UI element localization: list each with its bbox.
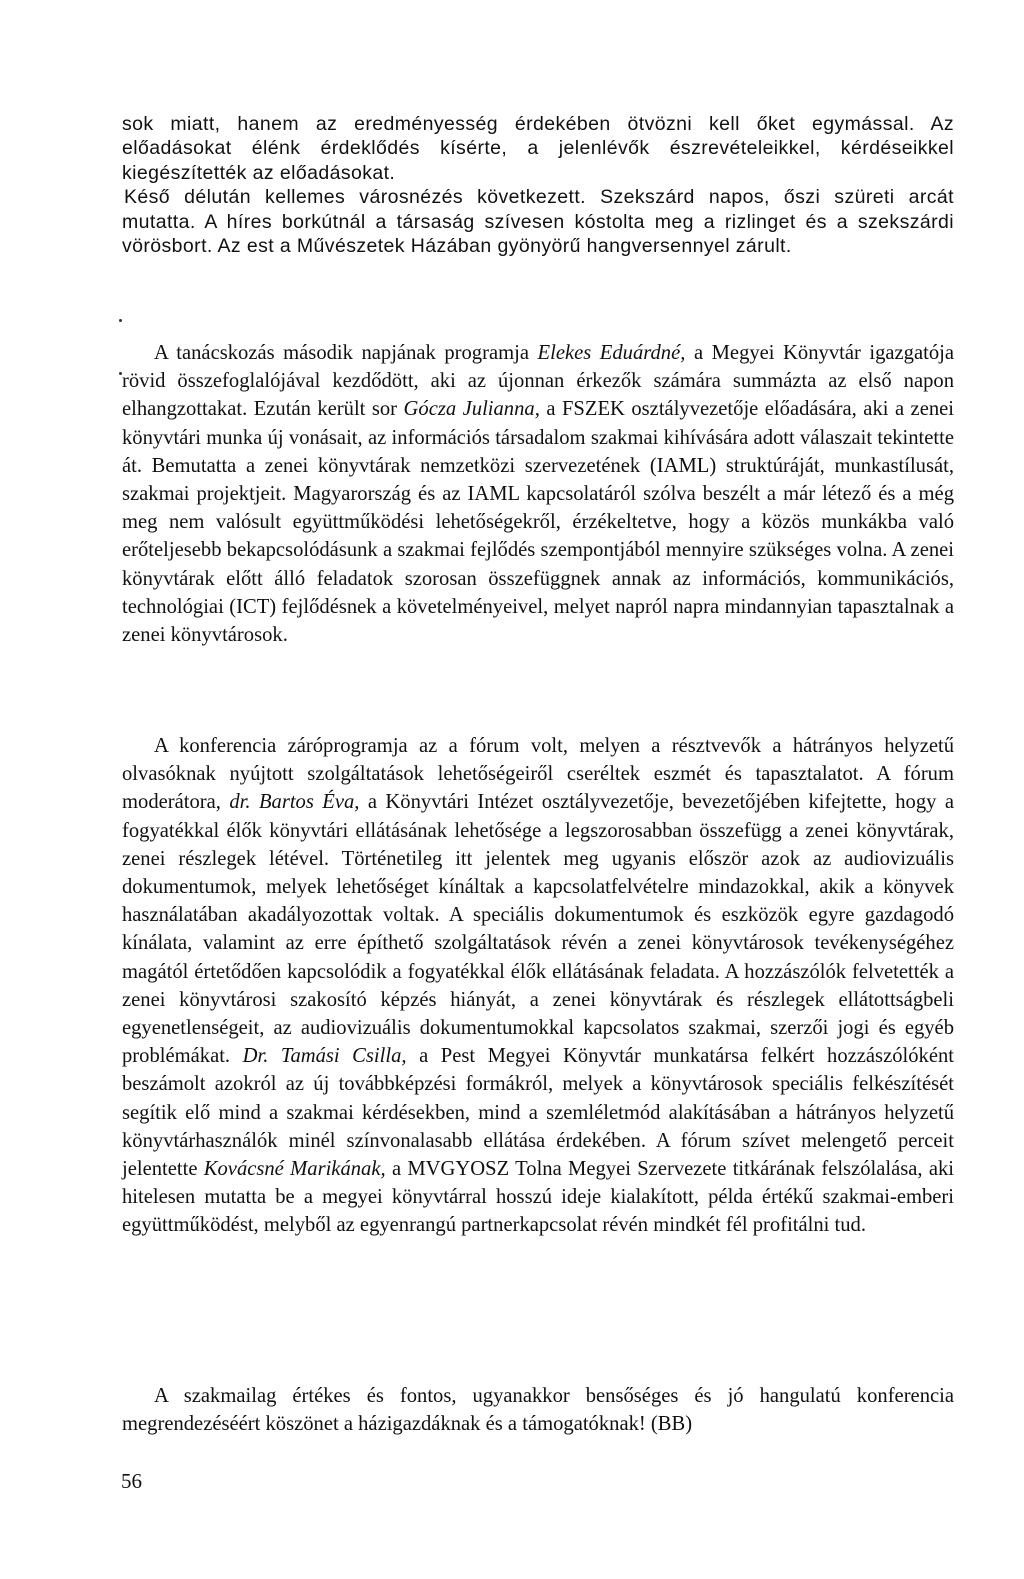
text-run: A tanácskozás második napjának programja [154, 342, 538, 364]
paragraph-city-tour: Késő délután kellemes városnézés következett. Szekszárd napos, őszi szüreti arcát mutatta. A híres borkútnál a társaság szívesen kóstolta meg a rizlinget és a szekszárdi vörösbort. Az est a Művészetek Házában gyönyörű hangversennyel zárult. [122, 186, 954, 258]
text-run: a Megyei Könyvtár igazgatója rövid összefoglalójával kezdődött, aki az újonnan érkezők számára summázta az első napon elhangzottakat. Ezután került sor [122, 342, 954, 421]
text-run: a MVGYOSZ Tolna Megyei Szervezete titkárának felszólalása, aki hitelesen mutatta be a megyei könyvtárral hosszú ideje kialakított, példa értékű szakmai-emberi együttműködést, melyből az egyenrangú partnerkapcsolat révén mindkét fél profitálni tud. [122, 1158, 954, 1237]
paragraph-second-day [122, 339, 954, 649]
text-run: a FSZEK osztályvezetője előadására, aki a zenei könyvtári munka új vonásait, az információs társadalom szakmai kihívására adott válaszait tekintette át. Bemutatta a zenei könyvtárak nemzetközi szervezetének (IAML) struktúráját, munkastílusát, szakmai projektjeit. Magyarország és az IAML kapcsolatáról szólva beszélt a már létező és a még meg nem valósult együttműködési lehetőségekről, érzékeltetve, hogy a közös munkákba való erőteljesebb bekapcsolódásunk a szakmai fejlődés szempontjából mennyire szükséges volna. A zenei könyvtárak előtt álló feladatok szorosan összefüggnek annak az információs, kommunikációs, technológiai (ICT) fejlődésnek a követelményeivel, melyet napról napra mindannyian tapasztalnak a zenei könyvtárosok. [122, 398, 955, 647]
paragraph-thanks: A szakmailag értékes és fontos, ugyanakkor bensőséges és jó hangulatú konferencia megrendezéséért köszönet a házigazdáknak és a támogatóknak! (BB) [122, 1385, 954, 1436]
person-name: Gócza Julianna, [403, 398, 540, 421]
text-run: A konferencia záróprogramja az a fórum volt, melyen a résztvevők a hátrányos helyzetű olvasóknak nyújtott szolgáltatások lehetőségeiről cseréltek eszmét és tapasztalatot. A fórum moderátora, [122, 735, 954, 814]
text-run: a Könyvtári Intézet osztályvezetője, bevezetőjében kifejtette, hogy a fogyatékkal élők könyvtári ellátásának lehetősége a legszorosabban összefügg a zenei könyvtárak, zenei részlegek létével. Történetileg itt jelentek meg ugyanis először azok az audiovizuális dokumentumok, melyek lehetőséget kínáltak a kapcsolatfelvételre mindazokkal, akik a könyvek használatában akadályozottak voltak. A speciális dokumentumok és eszközök egyre gazdagodó kínálata, valamint az erre építhető szolgáltatások révén a zenei könyvtárosok tevékenységéhez magától értetődően kapcsolódik a fogyatékkal élők ellátásának feladata. A hozzászólók felvetették a zenei könyvtárosi szakosító képzés hiányát, a zenei könyvtárak és részlegek ellátottságbeli egyenetlenségeit, az audiovizuális dokumentumokkal kapcsolatos szakmai, szerzői jogi és egyéb problémákat. [122, 791, 954, 1068]
person-name: dr. Bartos Éva, [229, 791, 360, 814]
person-name: Elekes Eduárdné, [537, 342, 686, 364]
paragraph-text: sok miatt, hanem az eredményesség érdekében ötvözni kell őket egymással. Az előadásokat élénk érdeklődés kísérte, a jelenlévők észrevételeikkel, kérdéseikkel kiegészítették az előadásokat. [122, 113, 954, 184]
scan-speck [119, 319, 122, 322]
person-name: Dr. Tamási Csilla, [242, 1045, 407, 1068]
person-name: Kovácsné Marikának, [203, 1158, 386, 1181]
page-number: 56 [121, 1469, 142, 1493]
text-run: a Pest Megyei Könyvtár munkatársa felkért hozzászólóként beszámolt azokról az új továbbképzési formákról, melyek a könyvtárosok speciális felkészítését segítik elő mind a szakmai kérdésekben, mind a szemléletmód alakításában a hátrányos helyzetű könyvtárhasználók minél színvonalasabb ellátása érdekében. A fórum szívet melengető perceit jelentette [122, 1045, 954, 1181]
paragraph-lectures-summary [122, 112, 954, 258]
paragraph-closing-forum [122, 732, 954, 1240]
